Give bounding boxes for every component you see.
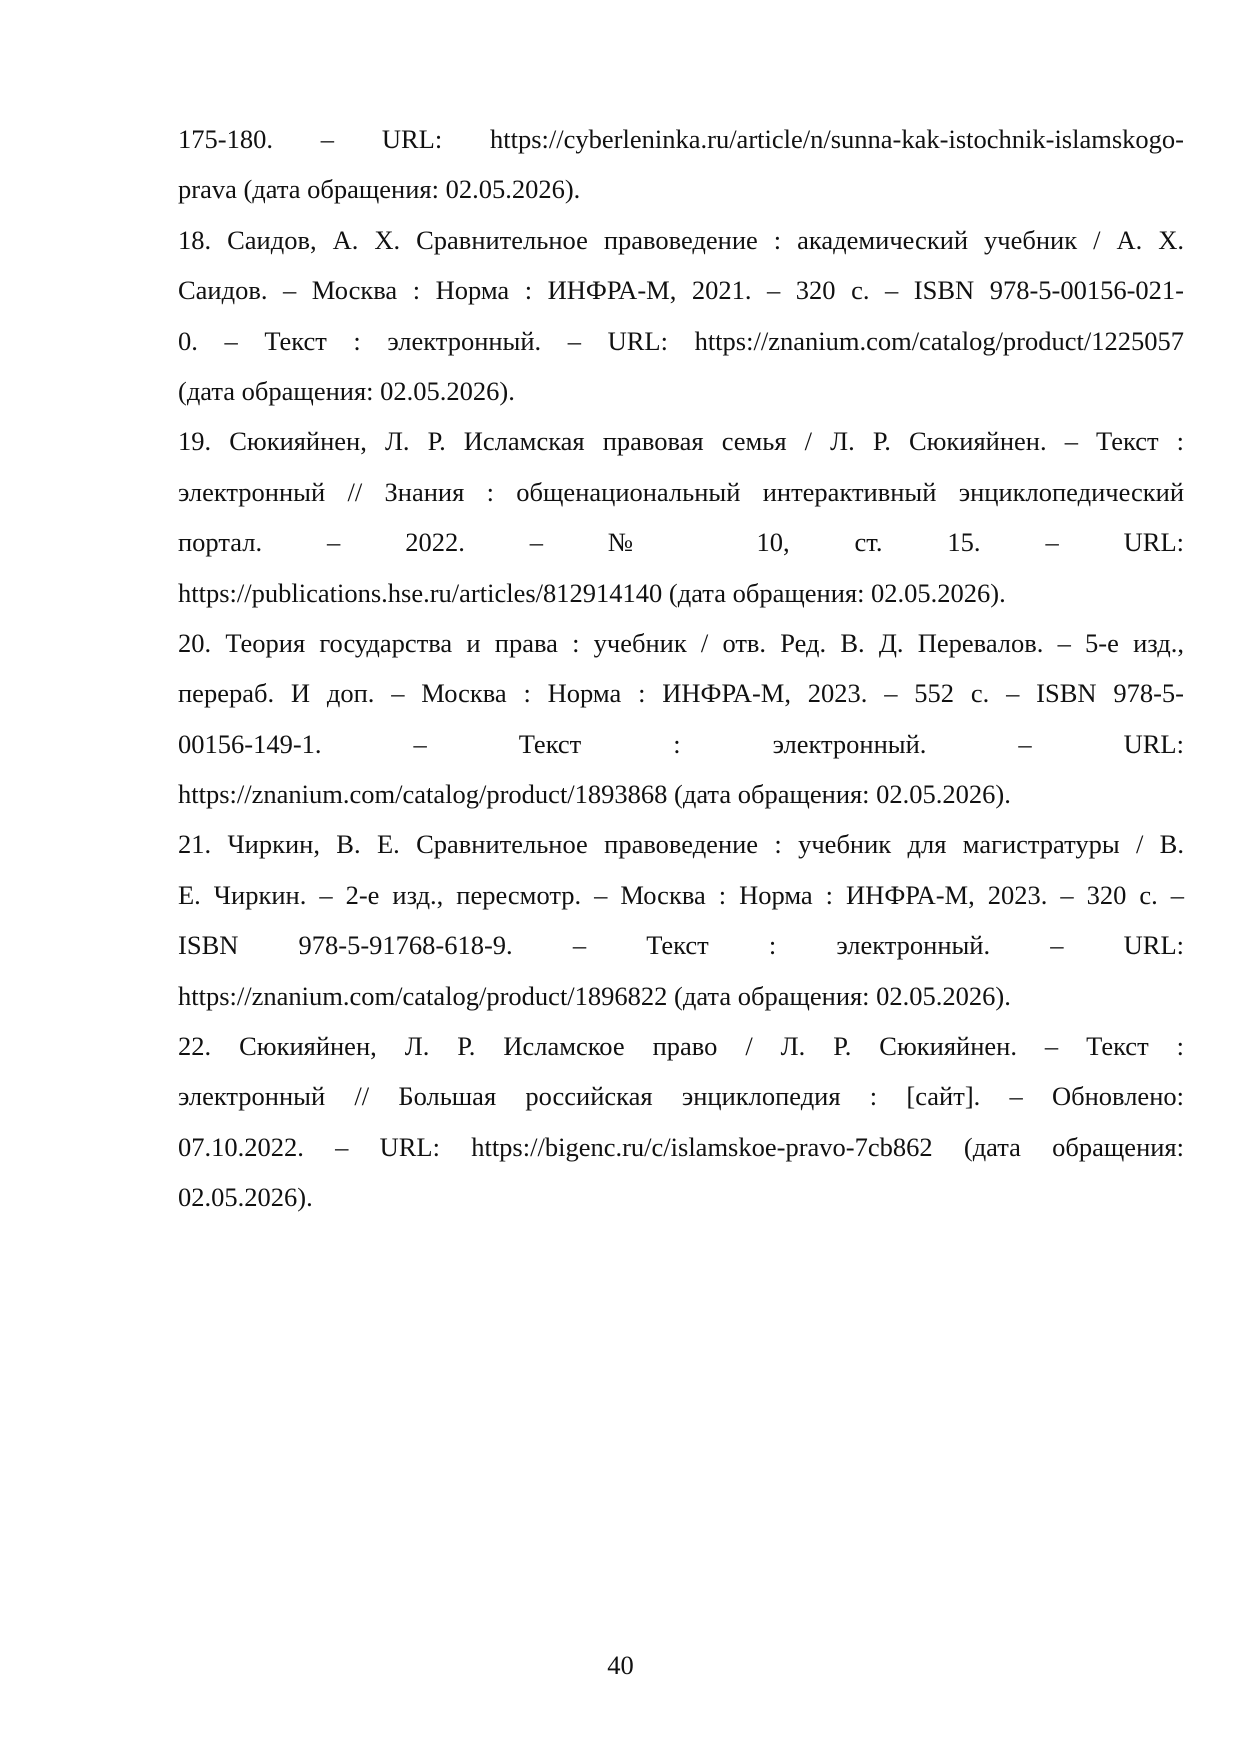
text-line: https://znanium.com/catalog/product/1893868 (дата обращения: 02.05.2026). [178, 779, 1011, 810]
page-number: 40 [607, 1650, 634, 1680]
text-line: 21. Чиркин, В. Е. Сравнительное правоведение : учебник для магистратуры / В. [178, 829, 1184, 860]
text-line: https://znanium.com/catalog/product/1896822 (дата обращения: 02.05.2026). [178, 980, 1011, 1011]
text-line: 20. Теория государства и права : учебник / отв. Ред. В. Д. Перевалов. – 5-е изд., [178, 627, 1184, 658]
text-line: 00156-149-1. – Текст : электронный. – URL: [178, 728, 1184, 759]
text-line: 175-180. – URL: https://cyberleninka.ru/article/n/sunna-kak-istochnik-islamskogo- [178, 124, 1184, 154]
text-line: 0. – Текст : электронный. – URL: https://znanium.com/catalog/product/1225057 [178, 325, 1184, 356]
text-line: 18. Саидов, А. Х. Сравнительное правоведение : академический учебник / А. Х. [178, 224, 1184, 255]
text-line: 19. Сюкияйнен, Л. Р. Исламская правовая семья / Л. Р. Сюкияйнен. – Текст : [178, 426, 1184, 457]
text-line: 22. Сюкияйнен, Л. Р. Исламское право / Л. Р. Сюкияйнен. – Текст : [178, 1031, 1184, 1062]
text-line: перераб. И доп. – Москва : Норма : ИНФРА-М, 2023. – 552 с. – ISBN 978-5- [178, 678, 1184, 709]
text-line: Е. Чиркин. – 2-е изд., пересмотр. – Москва : Норма : ИНФРА-М, 2023. – 320 с. – [178, 879, 1184, 910]
text-line: портал. – 2022. – № 10, ст. 15. – URL: [178, 527, 1184, 558]
text-line: электронный // Знания : общенациональный интерактивный энциклопедический [178, 476, 1184, 507]
text-line: ISBN 978-5-91768-618-9. – Текст : электронный. – URL: [178, 930, 1184, 961]
text-line: электронный // Большая российская энциклопедия : [сайт]. – Обновлено: [178, 1081, 1184, 1112]
text-line: 07.10.2022. – URL: https://bigenc.ru/c/islamskoe-pravo-7cb862 (дата обращения: [178, 1131, 1184, 1162]
text-line: Саидов. – Москва : Норма : ИНФРА-М, 2021. – 320 с. – ISBN 978-5-00156-021- [178, 275, 1184, 306]
text-line: (дата обращения: 02.05.2026). [178, 375, 515, 406]
text-line: https://publications.hse.ru/articles/812914140 (дата обращения: 02.05.2026). [178, 577, 1006, 608]
bibliography-list [178, 114, 1184, 1223]
text-line: 02.05.2026). [178, 1182, 313, 1213]
text-line: prava (дата обращения: 02.05.2026). [178, 174, 581, 205]
